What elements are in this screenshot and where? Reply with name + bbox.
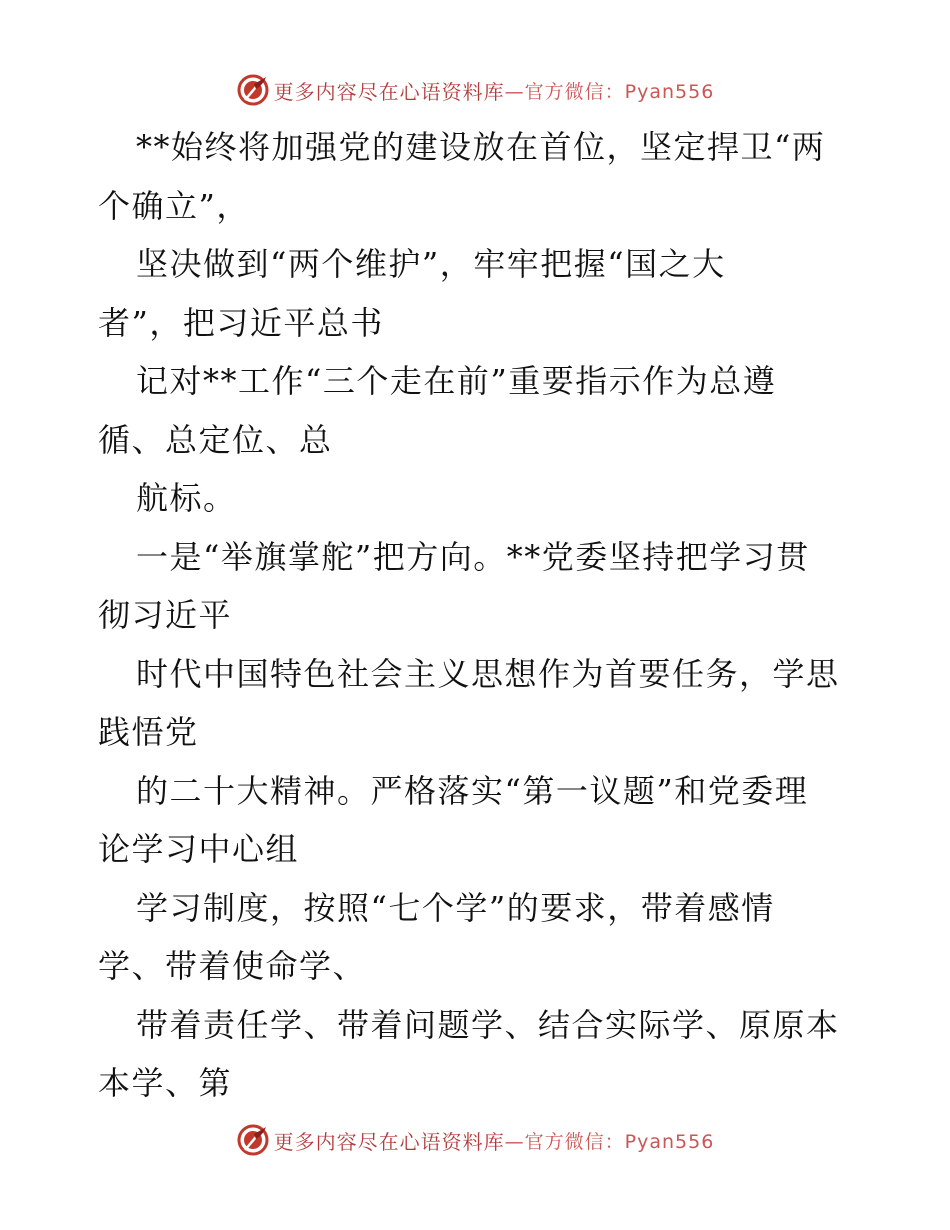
- site-name-text: 更多内容尽在心语资料库: [273, 79, 505, 104]
- body-line: 的二十大精神。严格落实“第一议题”和党委理: [136, 771, 809, 810]
- body-line: 论学习中心组: [98, 830, 300, 868]
- quill-logo-icon: [236, 1123, 270, 1157]
- wechat-id-text: —官方微信：Pyan556: [504, 1130, 715, 1153]
- body-line: **始终将加强党的建设放在首位，坚定捍卫“两: [136, 128, 826, 166]
- body-line: 践悟党: [98, 713, 199, 751]
- body-line: 循、总定位、总: [98, 420, 333, 459]
- body-line: 学习制度，按照“七个学”的要求，带着感情: [136, 888, 775, 927]
- site-name-text: 更多内容尽在心语资料库: [273, 1129, 505, 1154]
- body-line: 个确立”，: [98, 186, 250, 225]
- body-line: 时代中国特色社会主义思想作为首要任务，学思: [136, 654, 840, 693]
- body-line: 本学、第: [98, 1064, 233, 1102]
- quill-logo-icon: [236, 73, 270, 107]
- wechat-id-text: —官方微信：Pyan556: [504, 80, 715, 103]
- body-line: 学、带着使命学、: [98, 947, 367, 985]
- body-line: 彻习近平: [98, 596, 233, 634]
- body-line: 坚决做到“两个维护”，牢牢把握“国之大: [136, 245, 726, 283]
- body-line: 带着责任学、带着问题学、结合实际学、原原本: [136, 1005, 840, 1044]
- body-line: 一是“举旗掌舵”把方向。**党委坚持把学习贯: [136, 537, 810, 576]
- body-line: 航标。: [136, 479, 237, 517]
- body-line: 记对**工作“三个走在前”重要指示作为总遵: [136, 362, 777, 400]
- footer-watermark-banner: [0, 1120, 950, 1160]
- header-watermark-banner: [0, 70, 950, 110]
- body-line: 者”，把习近平总书: [98, 303, 384, 342]
- document-body: [98, 118, 858, 1113]
